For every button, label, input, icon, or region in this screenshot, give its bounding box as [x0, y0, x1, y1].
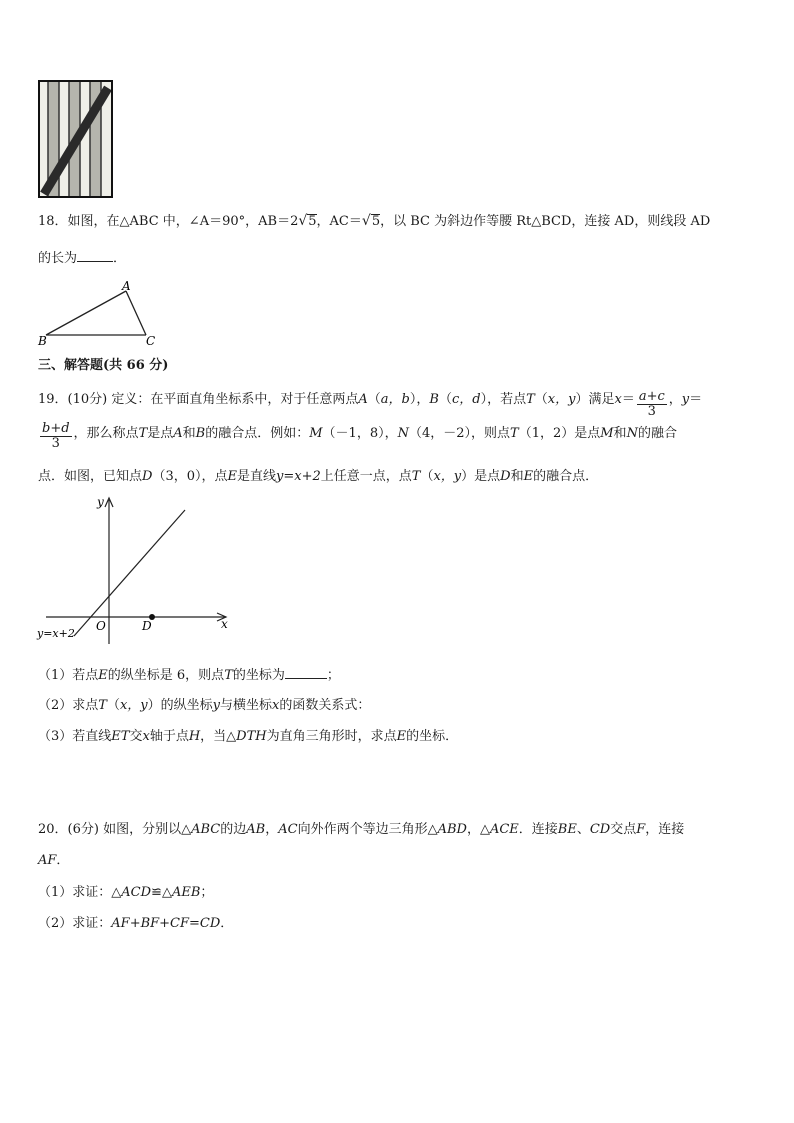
text-run: x — [272, 698, 280, 713]
q18-text-suffix: ，以 BC 为斜边作等腰 Rt△BCD，连接 AD，则线段 AD — [380, 214, 711, 229]
text-run: T — [510, 426, 519, 441]
text-run: （2）求点 — [38, 698, 99, 713]
q19-line-label: y=x+2 — [37, 627, 75, 640]
text-run: ． — [56, 853, 70, 868]
text-run: 20．(6分) 如图，分别以△ — [38, 822, 192, 837]
q18-text-mid: ，AC＝ — [316, 214, 362, 229]
q19-part1 — [38, 666, 340, 685]
text-run: （ — [367, 392, 381, 407]
fraction-b-plus-d — [40, 422, 72, 451]
text-run: （－1，8）， — [322, 426, 398, 441]
text-run: （1）若点 — [38, 668, 99, 683]
q18-line2-text: 的长为 — [38, 251, 78, 266]
q18-triangle-figure — [36, 278, 166, 348]
q19-y-label: y — [97, 495, 104, 509]
text-run: 上任意一点，点 — [320, 469, 412, 484]
text-run: E — [396, 729, 407, 744]
text-run: y — [681, 392, 690, 407]
text-run: 的边 — [220, 822, 247, 837]
q18-line2-end: ． — [113, 251, 127, 266]
q19-d-label: D — [142, 619, 152, 633]
text-run: （ — [534, 392, 548, 407]
text-run: A — [173, 426, 183, 441]
q20-part2 — [38, 915, 233, 933]
q20-line2 — [38, 852, 69, 870]
text-run: 与横坐标 — [220, 698, 273, 713]
text-run: x — [614, 392, 622, 407]
text-run: 是点 — [147, 426, 174, 441]
text-run: DTH — [236, 729, 267, 744]
text-run: ACD — [121, 885, 152, 900]
text-run: 的融合点． — [533, 469, 599, 484]
q19-coordinate-figure — [34, 494, 244, 644]
text-run: x，y — [119, 698, 148, 713]
text-run: a，b — [380, 392, 410, 407]
q19-line3 — [38, 468, 598, 486]
text-run: x — [142, 729, 150, 744]
q19-part2 — [38, 697, 370, 715]
text-run: BE — [557, 822, 577, 837]
q19-origin-label: O — [96, 619, 106, 633]
text-run: ，当△ — [200, 729, 237, 744]
text-run: 19．(10分) 定义：在平面直角坐标系中，对于任意两点 — [38, 392, 359, 407]
text-run: 的坐标． — [406, 729, 459, 744]
text-run: x，y — [547, 392, 576, 407]
text-run: D — [142, 469, 153, 484]
text-run: ABD — [437, 822, 467, 837]
text-run: b+d — [42, 421, 70, 436]
q18-label-c: C — [146, 334, 156, 348]
text-run: N — [626, 426, 638, 441]
q18-answer-blank[interactable] — [77, 249, 113, 262]
q19-part3 — [38, 728, 458, 746]
text-run: y=x+2 — [276, 469, 321, 484]
text-run: ）满足 — [575, 392, 615, 407]
text-run: B — [195, 426, 206, 441]
text-run: 3 — [647, 404, 656, 419]
text-run: H — [188, 729, 201, 744]
text-run: A — [358, 392, 368, 407]
text-run: ＝ — [689, 392, 703, 407]
text-run: 点．如图，已知点 — [38, 469, 143, 484]
text-run: （3）若直线 — [38, 729, 112, 744]
striped-rectangle-figure — [38, 80, 114, 200]
text-run: T — [526, 392, 535, 407]
q20-line1 — [38, 821, 684, 839]
text-run: ≌△ — [151, 885, 172, 900]
text-run: 的融合 — [637, 426, 677, 441]
text-run: T — [411, 469, 421, 484]
text-run: 是直线 — [237, 469, 277, 484]
text-run: AB — [246, 822, 266, 837]
text-run: ），若点 — [480, 392, 527, 407]
q18-line2 — [38, 249, 126, 268]
text-run: 的纵坐标是 6，则点 — [107, 668, 225, 683]
text-run: E — [98, 668, 108, 683]
text-run: D — [500, 469, 511, 484]
text-run: AEB — [171, 885, 201, 900]
q18-line1: 18．如图，在△ABC 中，∠A＝90°，AB＝2√5，AC＝√5，以 BC 为斜边作等腰 Rt△BCD，连接 AD，则线段 AD — [38, 213, 711, 229]
q19-line1 — [38, 390, 702, 419]
text-run: ，那么称点 — [73, 426, 139, 441]
text-run: （ — [438, 392, 452, 407]
text-run: 交点 — [610, 822, 637, 837]
text-run: CD — [589, 822, 611, 837]
text-run: 3 — [51, 436, 60, 451]
text-run: T — [138, 426, 148, 441]
text-run: ， — [265, 822, 279, 837]
text-run: ）的纵坐标 — [147, 698, 213, 713]
text-run: AF+BF+CF=CD — [111, 916, 221, 931]
text-run: c，d — [451, 392, 481, 407]
text-run: E — [523, 469, 534, 484]
text-run: （3，0），点 — [152, 469, 228, 484]
text-run: M — [309, 426, 323, 441]
q20-part1 — [38, 884, 213, 902]
text-run: 向外作两个等边三角形△ — [297, 822, 438, 837]
text-run: AF — [38, 853, 57, 868]
q19-line2 — [38, 422, 677, 451]
text-run: 为直角三角形时，求点 — [266, 729, 397, 744]
text-run: 轴于点 — [149, 729, 189, 744]
text-run: F — [636, 822, 646, 837]
text-run: AC — [278, 822, 298, 837]
text-run: ，连接 — [645, 822, 685, 837]
text-run: ．连接 — [518, 822, 558, 837]
text-run: ； — [200, 885, 214, 900]
text-run: ＝ — [621, 392, 635, 407]
text-run: （2）求证： — [38, 916, 112, 931]
text-run: 和 — [510, 469, 524, 484]
q18-sqrt-1: 5 — [308, 214, 317, 229]
text-run: ． — [220, 916, 234, 931]
q18-sqrt-2: 5 — [371, 214, 381, 229]
text-run: （1，2）是点 — [518, 426, 601, 441]
text-run: ABC — [191, 822, 221, 837]
text-run: T — [224, 668, 233, 683]
q18-label-a: A — [122, 279, 131, 293]
text-run: ）是点 — [461, 469, 501, 484]
text-run: B — [429, 392, 439, 407]
text-run: 和 — [613, 426, 627, 441]
text-run: ACE — [489, 822, 519, 837]
text-run: （1）求证：△ — [38, 885, 122, 900]
text-run: 的融合点．例如： — [205, 426, 310, 441]
text-run: a+c — [638, 389, 665, 404]
text-run: E — [227, 469, 237, 484]
text-run: 交 — [129, 729, 143, 744]
q19-part1-answer-blank[interactable] — [285, 666, 327, 679]
text-run: N — [397, 426, 409, 441]
text-run: y — [212, 698, 221, 713]
q18-label-b: B — [38, 334, 47, 348]
text-run: 和 — [182, 426, 196, 441]
text-run: （ — [106, 698, 120, 713]
q19-x-label: x — [221, 617, 228, 631]
text-run: ，△ — [466, 822, 490, 837]
text-run: 的函数关系式： — [279, 698, 371, 713]
text-run: ）， — [409, 392, 430, 407]
text-run: （4，－2），则点 — [408, 426, 511, 441]
text-run: （ — [420, 469, 434, 484]
text-run: 的坐标为 — [232, 668, 285, 683]
text-run: ET — [111, 729, 130, 744]
text-run: ； — [326, 668, 340, 683]
text-run: T — [98, 698, 107, 713]
text-run: M — [600, 426, 614, 441]
section-3-heading: 三、解答题(共 66 分) — [38, 358, 169, 373]
text-run: x，y — [433, 469, 462, 484]
q18-text: 18．如图，在△ABC 中，∠A＝90°，AB＝2 — [38, 214, 299, 229]
text-run: ， — [668, 392, 682, 407]
text-run: 、 — [576, 822, 590, 837]
fraction-a-plus-c — [637, 390, 667, 419]
